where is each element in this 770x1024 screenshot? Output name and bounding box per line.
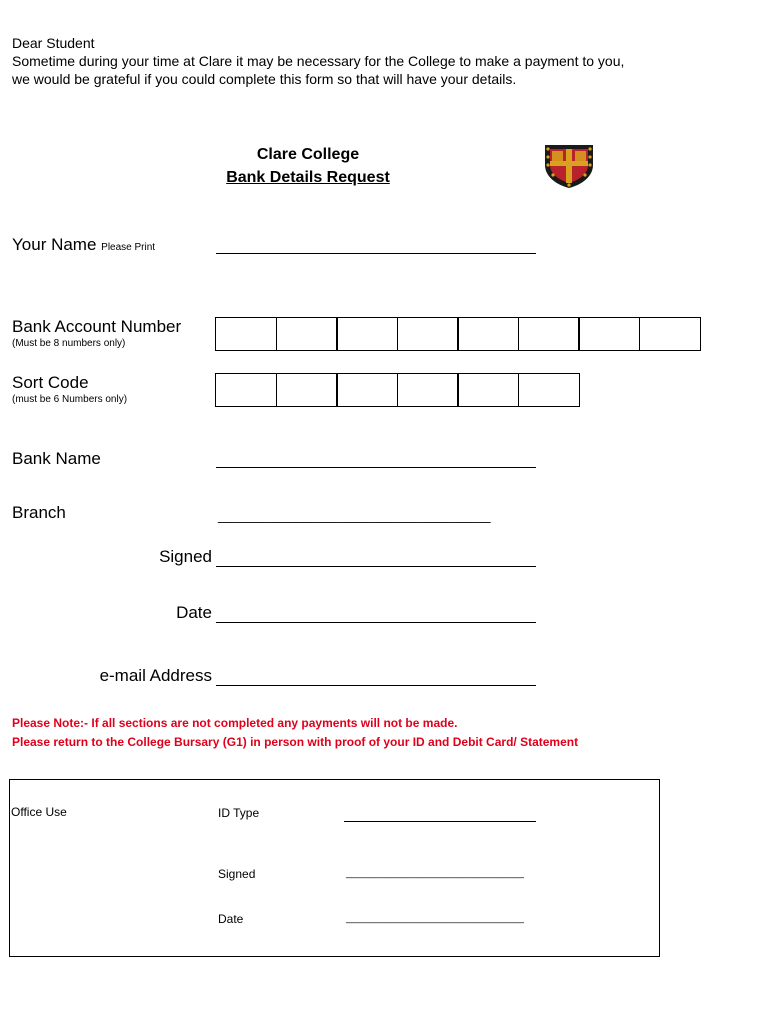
account-digit-box[interactable] [578,317,640,351]
bank-name-field[interactable] [216,467,536,468]
name-hint: Please Print [101,242,156,253]
branch-field[interactable]: ___________________________________ [218,507,491,523]
note-return: Please return to the College Bursary (G1) in person with proof of your ID and Debit Card/ Statement [12,735,579,749]
form-title: Bank Details Request [226,169,390,186]
account-hint: (Must be 8 numbers only) [12,338,126,349]
sort-code-label: Sort Code [12,373,89,392]
note-incomplete: Please Note:- If all sections are not completed any payments will not be made. [12,716,458,730]
office-id-type-field[interactable] [344,821,536,822]
sort-code-boxes [215,373,580,407]
intro-greeting: Dear Student [12,35,95,51]
account-digit-box[interactable] [457,317,519,351]
signed-label: Signed [159,547,212,566]
bank-name-label: Bank Name [12,449,101,468]
office-id-type-label: ID Type [218,806,260,820]
account-digit-box[interactable] [276,317,338,351]
office-signed-label: Signed [218,867,256,881]
sort-code-hint: (must be 6 Numbers only) [12,394,128,405]
date-label: Date [176,603,212,622]
intro-text [12,34,624,88]
signed-field[interactable] [216,566,536,567]
branch-label: Branch [12,503,66,522]
office-use-title: Office Use [11,805,67,819]
office-date-field[interactable]: ________________________________ [346,913,524,924]
account-digit-box[interactable] [639,317,701,351]
intro-line-2: we would be grateful if you could complete this form so that will have your details. [12,71,517,87]
sort-code-digit-box[interactable] [336,373,398,407]
name-field[interactable] [216,253,536,254]
college-crest-icon [543,143,595,189]
name-label: Your Name Please Print [12,235,156,254]
sort-code-digit-box[interactable] [397,373,459,407]
account-digit-box[interactable] [215,317,277,351]
sort-code-digit-box[interactable] [276,373,338,407]
account-digit-box[interactable] [518,317,580,351]
office-date-label: Date [218,912,244,926]
account-label: Bank Account Number [12,317,182,336]
office-signed-field[interactable]: ________________________________ [346,868,524,879]
sort-code-digit-box[interactable] [215,373,277,407]
email-field[interactable] [216,685,536,686]
intro-line-1: Sometime during your time at Clare it may be necessary for the College to make a payment to you, [12,53,625,69]
sort-code-digit-box[interactable] [457,373,519,407]
sort-code-digit-box[interactable] [518,373,580,407]
email-label: e-mail Address [99,666,212,685]
date-field[interactable] [216,622,536,623]
account-digit-box[interactable] [397,317,459,351]
college-name: Clare College [256,146,360,163]
account-number-boxes [215,317,701,351]
office-use-box [9,779,660,957]
account-digit-box[interactable] [336,317,398,351]
